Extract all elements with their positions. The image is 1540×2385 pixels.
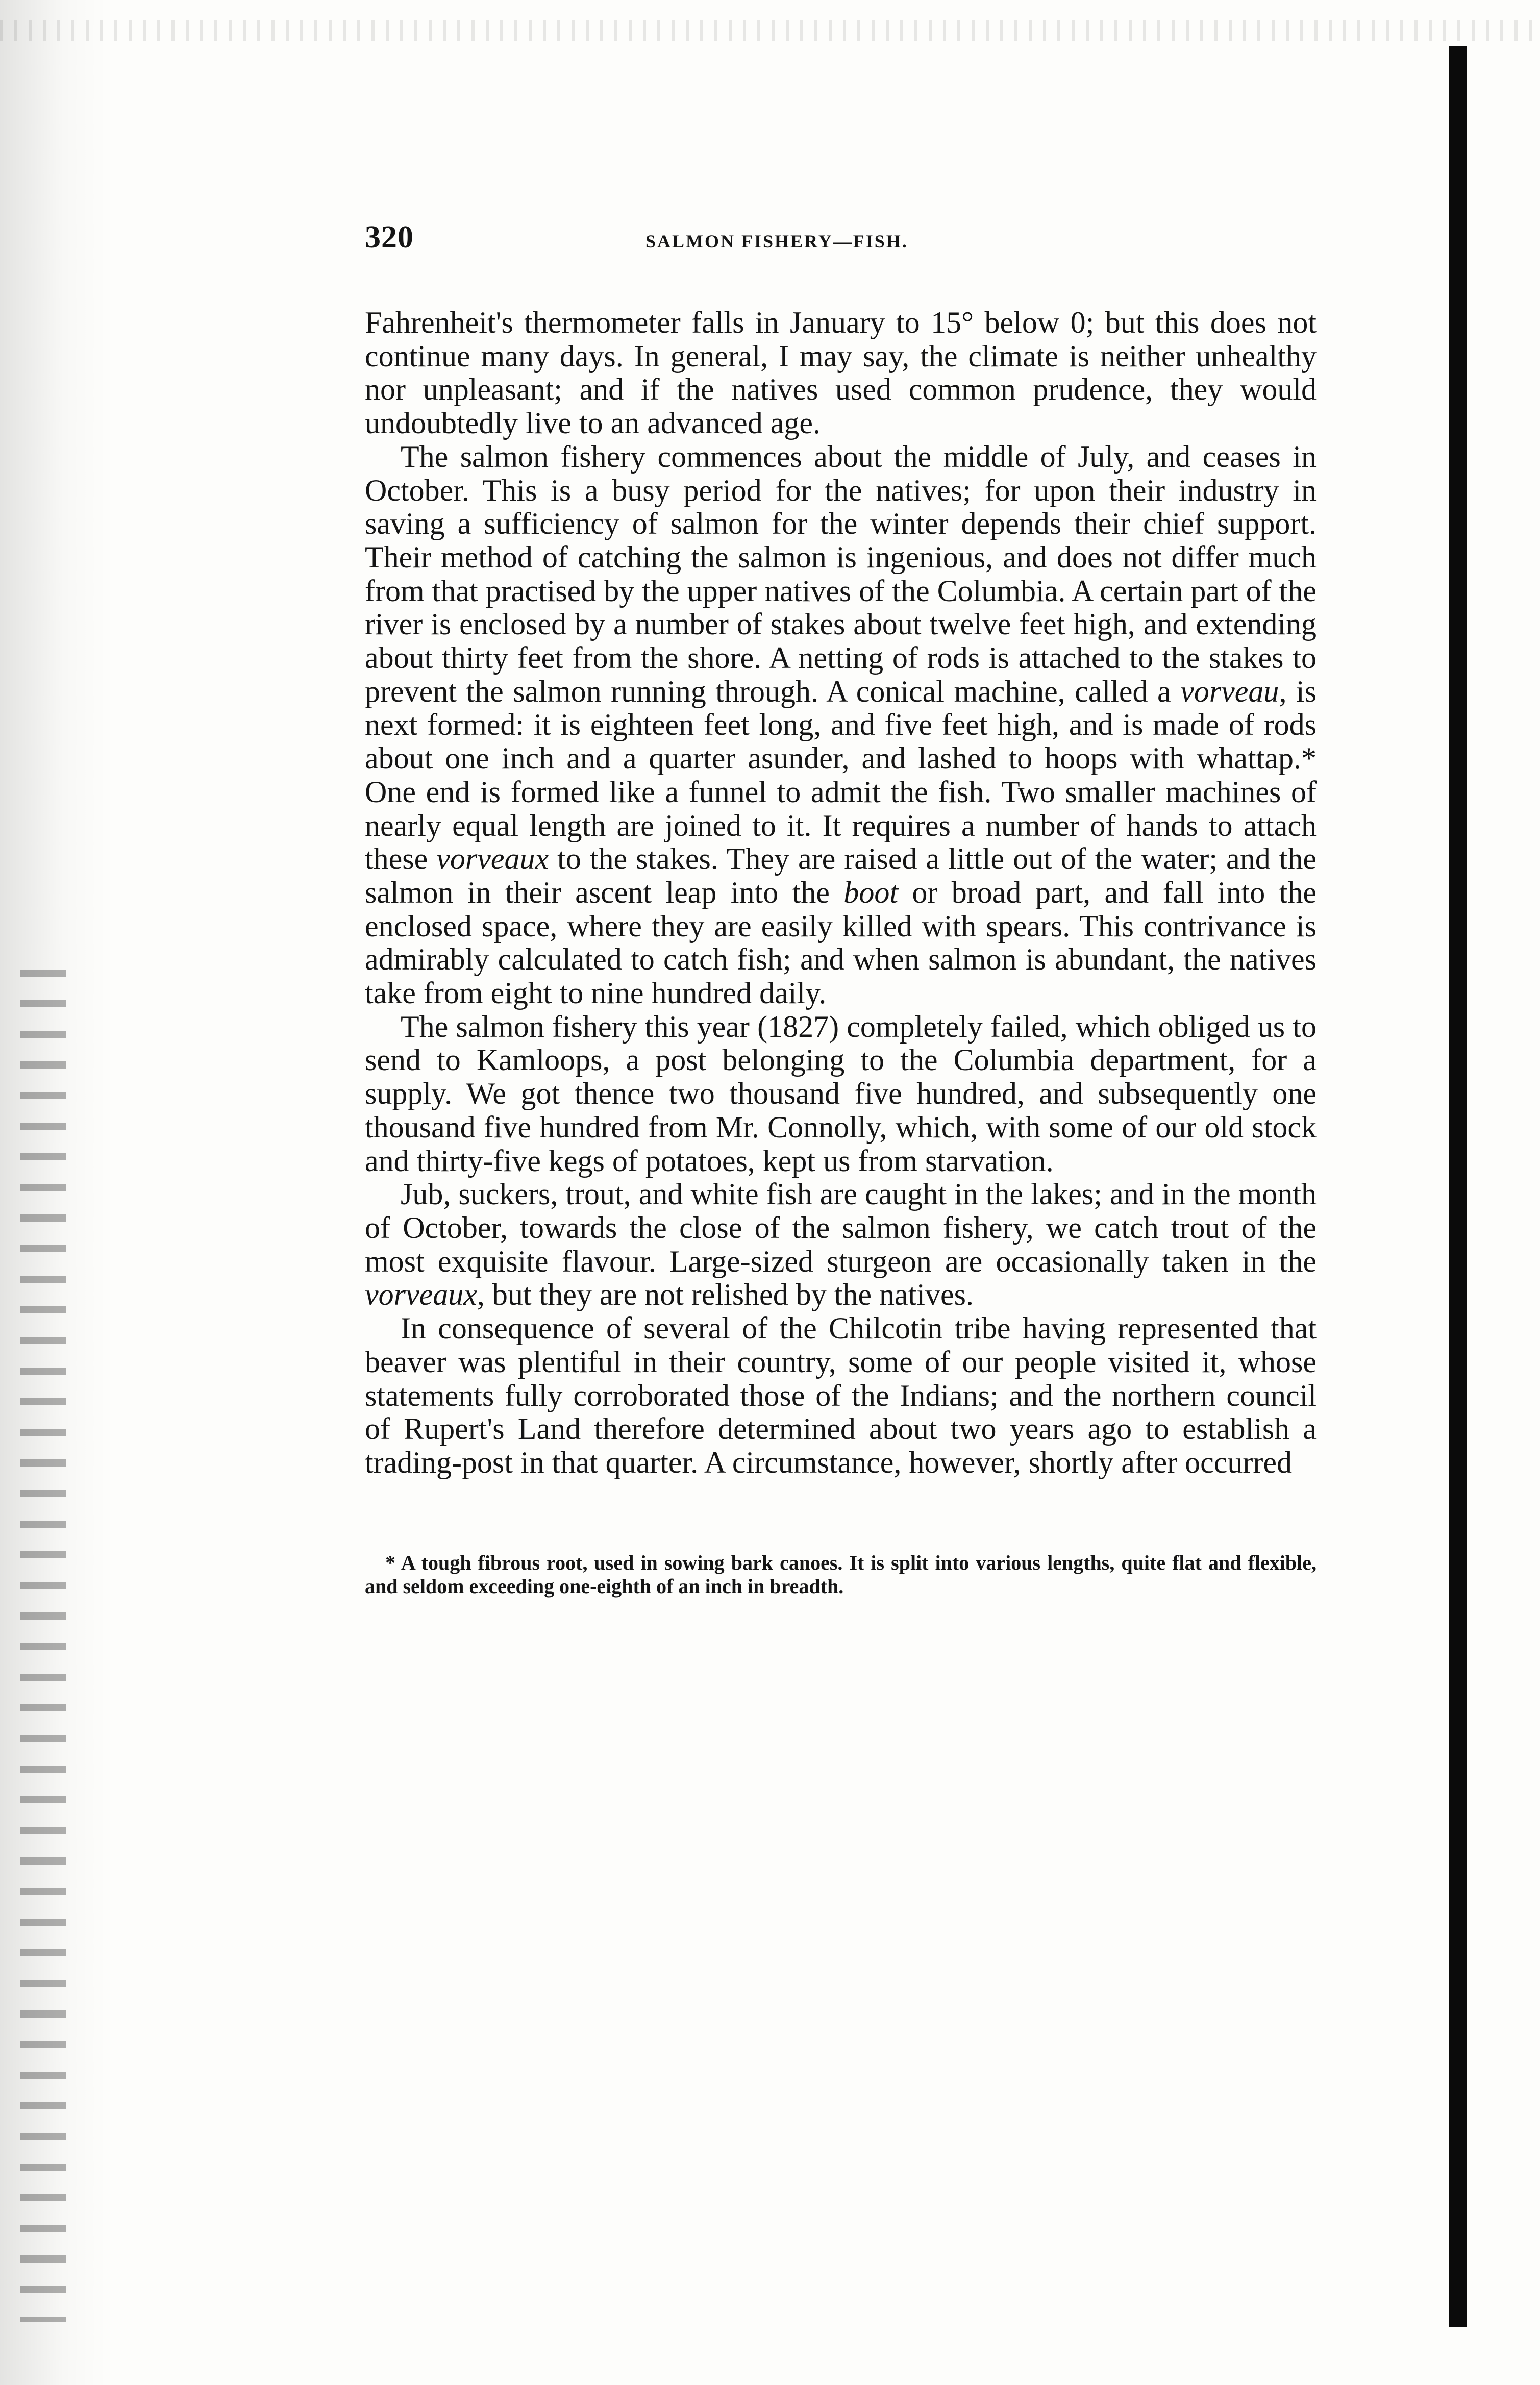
paragraph-4 — [365, 1178, 1317, 1312]
scan-top-edge-marks — [0, 20, 1540, 41]
italic-term: boot — [843, 875, 898, 909]
text-run: The salmon fishery commences about the middle of July, and ceases in October. This is a busy period for the natives; for upon their industry in saving a sufficiency of salmon for the winter depends their chief support. Their method of catching the salmon is ingenious, and does not differ much from that practised by the upper natives of the Columbia. A certain part of the river is enclosed by a number of stakes about twelve feet high, and extending about thirty feet from the shore. A netting of rods is attached to the stakes to prevent the salmon running through. A conical machine, called a — [365, 439, 1317, 708]
text-run: Fahrenheit's thermometer falls in January to 15° below 0; but this does not continue many days. In general, I may say, the climate is neither unhealthy nor unpleasant; and if the natives used common prudence, they would undoubtedly live to an advanced age. — [365, 306, 1317, 440]
text-run: The salmon fishery this year (1827) completely failed, which obliged us to send to Kamloops, a post belonging to the Columbia department, for a supply. We got thence two thousand five hundred, and subsequently one thousand five hundred from Mr. Connolly, which, with some of our old stock and thirty-five kegs of potatoes, kept us from starvation. — [365, 1009, 1317, 1178]
italic-term: vorveaux — [436, 842, 549, 876]
italic-term: vorveau — [1180, 674, 1279, 708]
paragraph-3 — [365, 1010, 1317, 1178]
page-content — [365, 219, 1317, 1598]
text-run: In consequence of several of the Chilcotin tribe having represented that beaver was plentiful in their country, some of our people visited it, whose statements fully corroborated those of the Indians; and the northern council of Rupert's Land therefore determined about two years ago to establish a trading-post in that quarter. A circumstance, however, shortly after occurred — [365, 1311, 1317, 1479]
body-text — [365, 306, 1317, 1480]
text-run: to the stakes. They are raised a little out of the water; and the salmon in their ascent leap into the — [365, 842, 1317, 909]
text-run: , is next formed: it is eighteen feet long, and five feet high, and is made of rods about one inch and a quarter asunder, and lashed to hoops with whattap.* One end is formed like a funnel to admit the fish. Two smaller machines of nearly equal length are joined to it. It requires a number of hands to attach these — [365, 674, 1317, 876]
binding-edge-rule — [1449, 46, 1467, 2327]
text-run: Jub, suckers, trout, and white fish are caught in the lakes; and in the month of October, towards the close of the salmon fishery, we catch trout of the most exquisite flavour. Large-sized sturgeon are occasionally taken in the — [365, 1177, 1317, 1278]
scan-left-margin-marks — [20, 970, 66, 2322]
paragraph-5 — [365, 1312, 1317, 1480]
paragraph-1 — [365, 306, 1317, 440]
text-run: or broad part, and fall into the enclosed space, where they are easily killed with spears. This contrivance is admirably calculated to catch fish; and when salmon is abundant, the natives take from eight to nine hundred daily. — [365, 875, 1317, 1010]
footnote-text: A tough fibrous root, used in sowing bark canoes. It is split into various lengths, quite flat and flexible, and seldom exceeding one-eighth of an inch in breadth. — [365, 1551, 1317, 1598]
footnote-marker: * — [385, 1551, 395, 1574]
running-title: SALMON FISHERY—FISH. — [645, 231, 908, 252]
page-number: 320 — [365, 220, 414, 255]
footnote — [365, 1551, 1317, 1598]
italic-term: vorveaux — [365, 1278, 477, 1312]
paragraph-2 — [365, 440, 1317, 1010]
text-run: , but they are not relished by the natives. — [477, 1278, 974, 1312]
running-head — [365, 219, 1317, 265]
